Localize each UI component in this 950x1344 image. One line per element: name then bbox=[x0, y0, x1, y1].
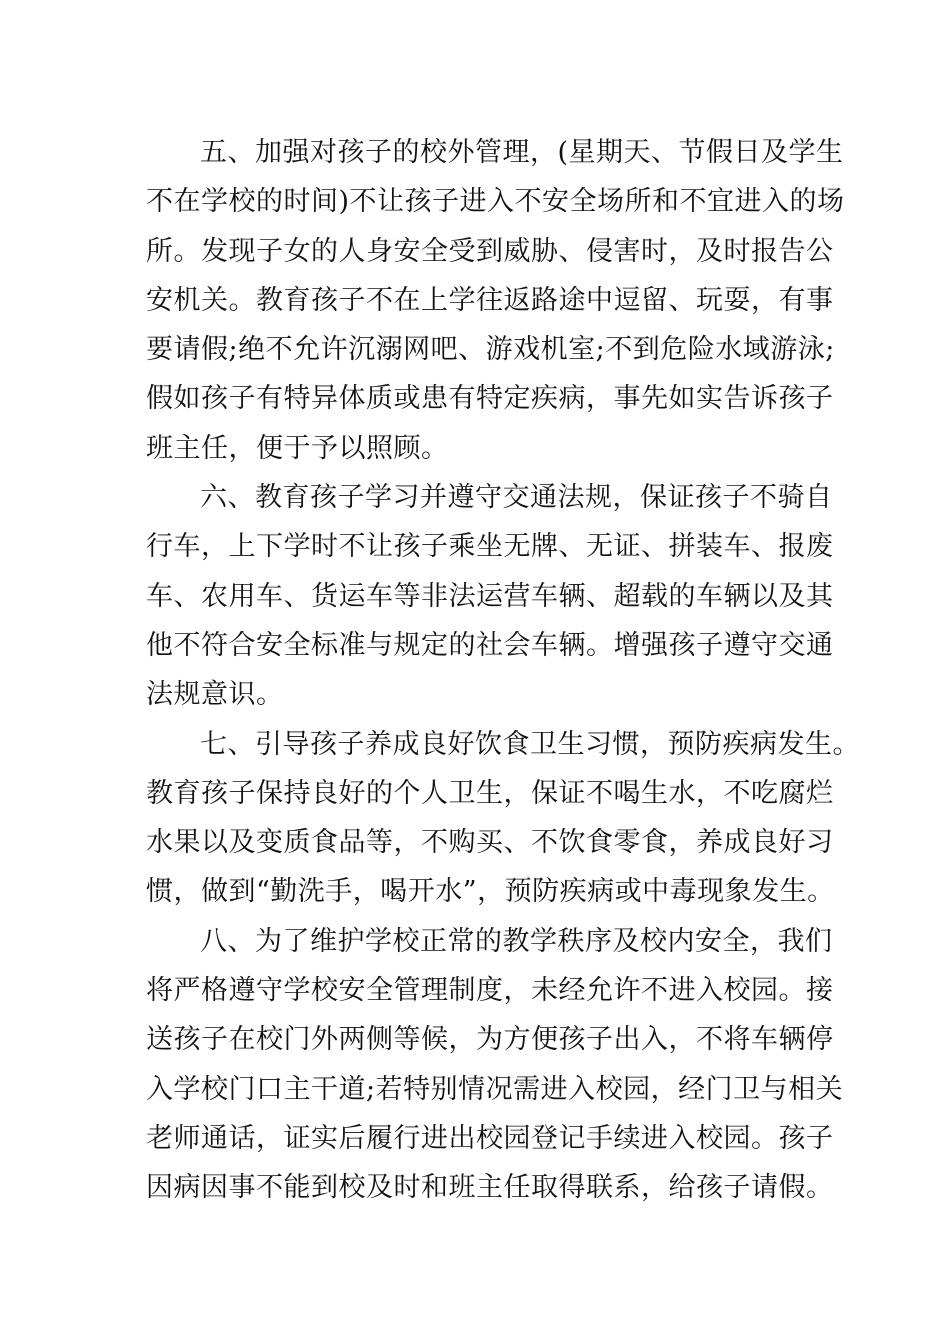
text-line: 水果以及变质食品等，不购买、不饮食零食，养成良好习 bbox=[146, 827, 834, 859]
paragraph-7 bbox=[146, 720, 860, 917]
document-body bbox=[146, 128, 860, 1213]
paragraph-8 bbox=[146, 917, 846, 1213]
paragraph-5 bbox=[146, 128, 846, 473]
text-line: 班主任，便于予以照顾。 bbox=[146, 432, 449, 464]
text-line: 六、教育孩子学习并遵守交通法规，保证孩子不骑自 bbox=[200, 482, 833, 514]
text-line: 安机关。教育孩子不在上学往返路途中逗留、玩耍，有事 bbox=[146, 284, 834, 316]
text-line: 他不符合安全标准与规定的社会车辆。增强孩子遵守交通 bbox=[146, 629, 834, 661]
text-line: 假如孩子有特异体质或患有特定疾病，事先如实告诉孩子 bbox=[146, 383, 834, 415]
text-line: 法规意识。 bbox=[146, 679, 284, 711]
text-line: 教育孩子保持良好的个人卫生，保证不喝生水，不吃腐烂 bbox=[146, 777, 834, 809]
paragraph-6 bbox=[146, 473, 846, 719]
text-line: 因病因事不能到校及时和班主任取得联系，给孩子请假。 bbox=[146, 1172, 834, 1204]
text-line: 八、为了维护学校正常的教学秩序及校内安全，我们 bbox=[200, 925, 833, 957]
text-line: 五、加强对孩子的校外管理，(星期天、节假日及学生 bbox=[200, 137, 844, 168]
text-line: 入学校门口主干道;若特别情况需进入校园，经门卫与相关 bbox=[146, 1073, 844, 1105]
text-line: 行车，上下学时不让孩子乘坐无牌、无证、拼装车、报废 bbox=[146, 531, 834, 563]
text-line: 惯，做到“勤洗手，喝开水”，预防疾病或中毒现象发生。 bbox=[146, 876, 835, 908]
text-line: 七、引导孩子养成良好饮食卫生习惯，预防疾病发生。 bbox=[200, 728, 860, 760]
text-line: 将严格遵守学校安全管理制度，未经允许不进入校园。接 bbox=[146, 975, 834, 1007]
text-line: 车、农用车、货运车等非法运营车辆、超载的车辆以及其 bbox=[146, 580, 834, 612]
text-line: 送孩子在校门外两侧等候，为方便孩子出入，不将车辆停 bbox=[146, 1024, 834, 1056]
text-line: 不在学校的时间)不让孩子进入不安全场所和不宜进入的场 bbox=[146, 186, 845, 218]
text-line: 要请假;绝不允许沉溺网吧、游戏机室;不到危险水域游泳; bbox=[146, 334, 835, 366]
text-line: 老师通话，证实后履行进出校园登记手续进入校园。孩子 bbox=[146, 1122, 834, 1154]
text-line: 所。发现子女的人身安全受到威胁、侵害时，及时报告公 bbox=[146, 235, 834, 267]
